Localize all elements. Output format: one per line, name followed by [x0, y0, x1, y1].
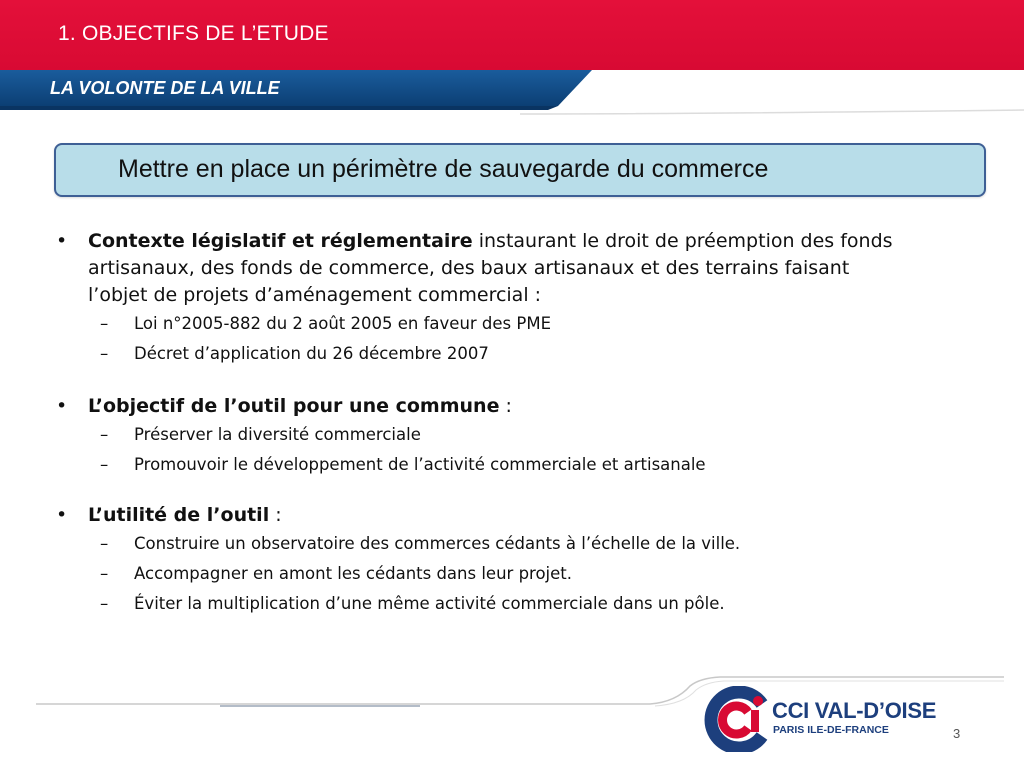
sub-item	[50, 450, 1020, 480]
slide-content	[50, 228, 1020, 619]
slide-title: 1. OBJECTIFS DE L’ETUDE	[58, 22, 329, 45]
bullet-text: :	[269, 504, 282, 526]
logo-tagline: PARIS ILE-DE-FRANCE	[773, 724, 889, 736]
sub-item-text: Préserver la diversité commerciale	[134, 425, 421, 444]
sub-item	[50, 559, 1020, 589]
sub-item	[50, 589, 1020, 619]
bullet-text: instaurant le droit de préemption des fonds	[472, 230, 893, 252]
sub-item	[50, 420, 1020, 450]
dash-marker: –	[100, 344, 109, 363]
headline-text: Mettre en place un périmètre de sauvegarde du commerce	[118, 155, 769, 183]
dash-marker: –	[100, 594, 109, 613]
sub-item	[50, 309, 1020, 339]
headline-box	[54, 143, 986, 197]
bullet-dot: •	[56, 395, 68, 417]
bullet-heading: L’objectif de l’outil pour une commune	[88, 395, 500, 417]
bullet-text: :	[499, 395, 512, 417]
bullet-text: l’objet de projets d’aménagement commercial :	[88, 284, 542, 306]
sub-item-text: Promouvoir le développement de l’activité commerciale et artisanale	[134, 455, 706, 474]
dash-marker: –	[100, 455, 109, 474]
dash-marker: –	[100, 425, 109, 444]
slide-subtitle: LA VOLONTE DE LA VILLE	[50, 78, 280, 98]
page-number: 3	[953, 726, 961, 741]
dash-marker: –	[100, 564, 109, 583]
sub-item	[50, 529, 1020, 559]
bullet-contexte	[50, 228, 1020, 309]
sub-item-text: Construire un observatoire des commerces cédants à l’échelle de la ville.	[134, 534, 741, 553]
bullet-objectif	[50, 393, 1020, 420]
bullet-heading: L’utilité de l’outil	[88, 504, 270, 526]
sub-item	[50, 339, 1020, 369]
sub-item-text: Loi n°2005-882 du 2 août 2005 en faveur des PME	[134, 314, 552, 333]
bullet-dot: •	[56, 504, 68, 526]
logo-name: CCI VAL-D’OISE	[772, 698, 937, 723]
dash-marker: –	[100, 314, 109, 333]
sub-item-text: Accompagner en amont les cédants dans leur projet.	[134, 564, 573, 583]
bullet-text: artisanaux, des fonds de commerce, des baux artisanaux et des terrains faisant	[88, 257, 850, 279]
bullet-heading: Contexte législatif et réglementaire	[88, 230, 473, 252]
sub-item-text: Éviter la multiplication d’une même activité commerciale dans un pôle.	[134, 594, 725, 613]
bullet-utilite	[50, 502, 1020, 529]
bullet-dot: •	[56, 230, 68, 252]
sub-item-text: Décret d’application du 26 décembre 2007	[134, 344, 489, 363]
dash-marker: –	[100, 534, 109, 553]
